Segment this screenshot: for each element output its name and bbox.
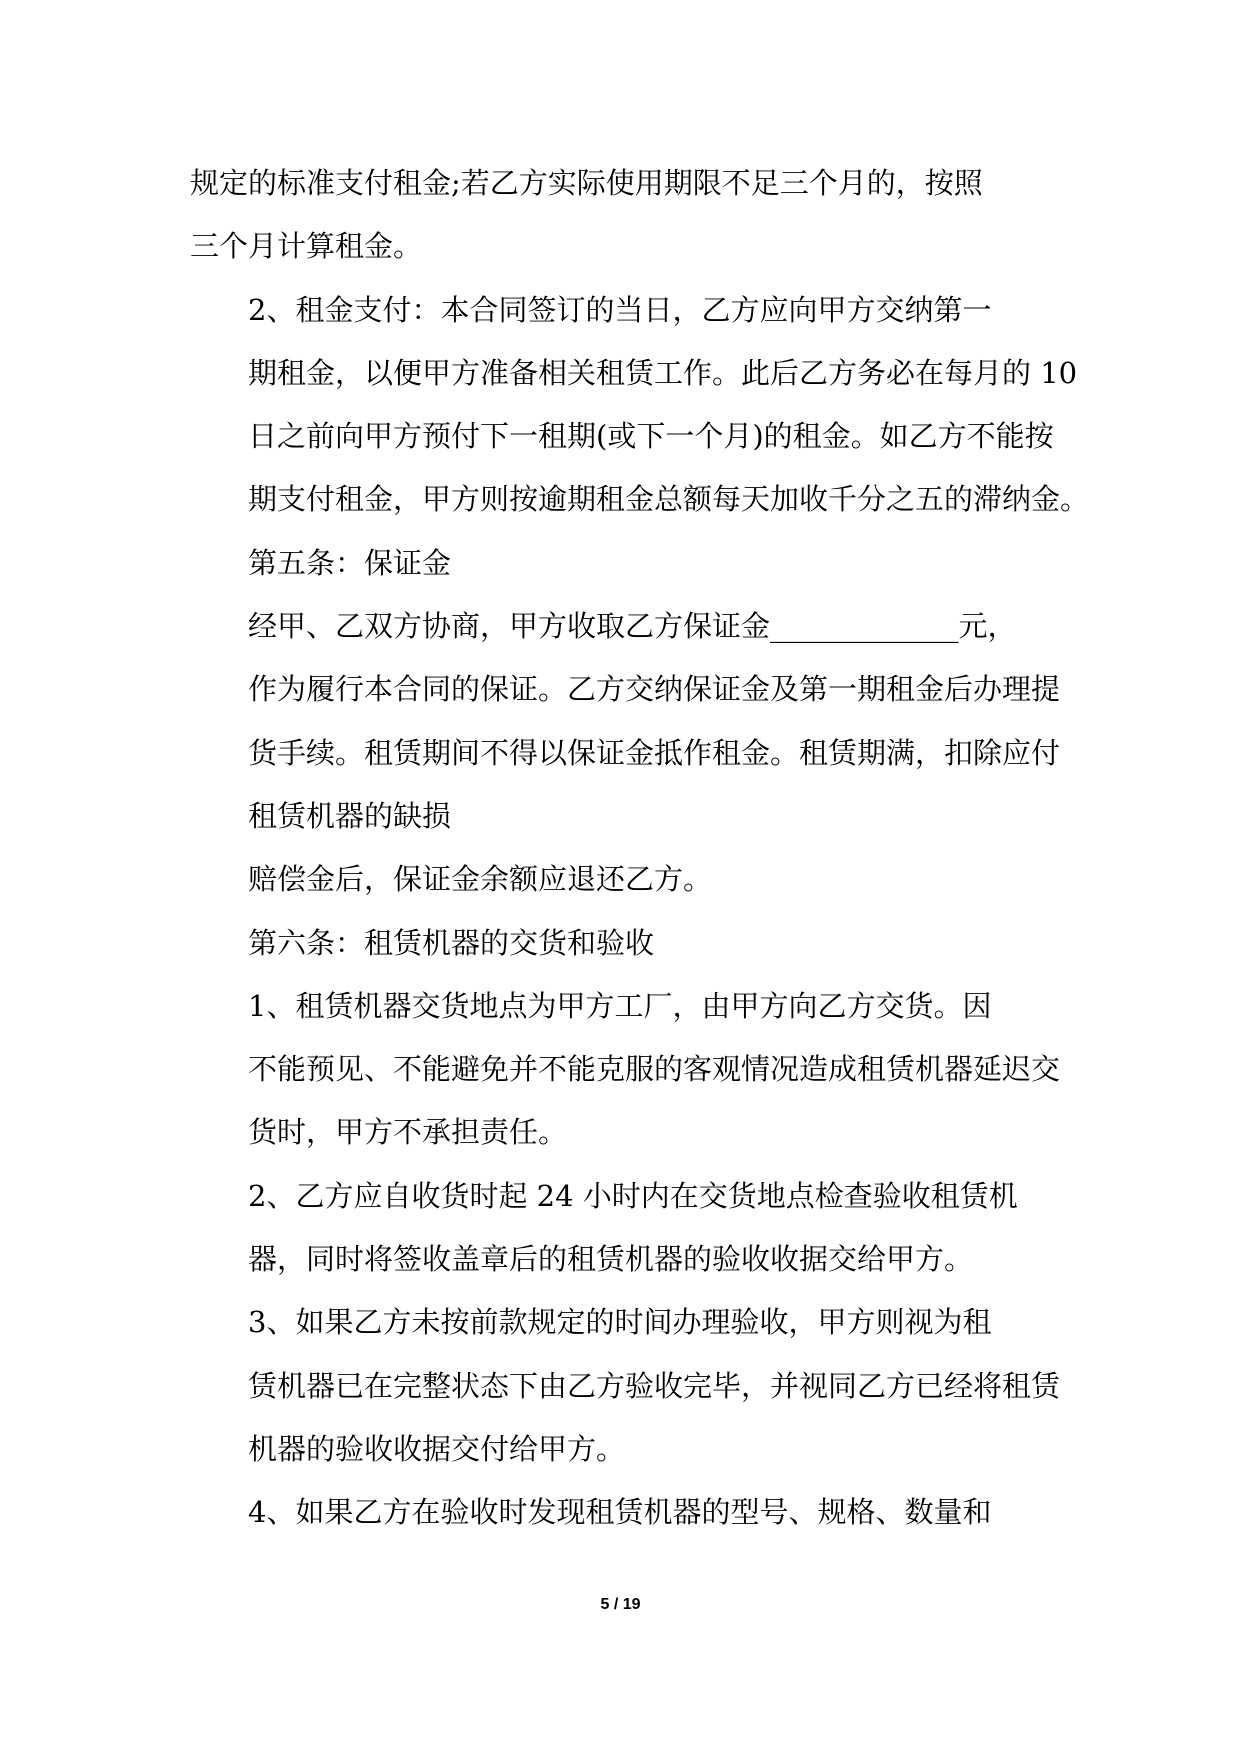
text-line: 不能预见、不能避免并不能克服的客观情况造成租赁机器延迟交 — [248, 1052, 1061, 1087]
paragraph — [190, 912, 1052, 975]
text-line: 赔偿金后，保证金余额应退还乙方。 — [248, 862, 713, 897]
paragraph — [190, 1165, 1052, 1292]
text-line: 期支付租金，甲方则按逾期租金总额每天加收千分之五的滞纳金。 — [248, 482, 1090, 517]
page-number: 5 / 19 — [600, 1596, 641, 1613]
paragraph — [190, 595, 1061, 848]
paragraph — [190, 975, 1061, 1165]
document-body — [190, 152, 1090, 1545]
text-line: 2、租金支付：本合同签订的当日，乙方应向甲方交纳第一 — [248, 292, 992, 327]
text-line: 2、乙方应自收货时起 24 小时内在交货地点检查验收租赁机 — [248, 1178, 1018, 1213]
text-line: 赁机器已在完整状态下由乙方验收完毕，并视同乙方已经将租赁 — [248, 1368, 1061, 1403]
text-line: 货时，甲方不承担责任。 — [248, 1115, 568, 1150]
paragraph — [190, 152, 1052, 279]
text-line: 作为履行本合同的保证。乙方交纳保证金及第一期租金后办理提 — [248, 672, 1061, 707]
text-line: 3、如果乙方未按前款规定的时间办理验收，甲方则视为租 — [248, 1305, 992, 1340]
text-line: 日之前向甲方预付下一租期(或下一个月)的租金。如乙方不能按 — [248, 419, 1054, 454]
text-line: 租赁机器的缺损 — [248, 798, 452, 833]
text-line: 1、租赁机器交货地点为甲方工厂，由甲方向乙方交货。因 — [248, 988, 992, 1023]
text-line: 第五条：保证金 — [248, 545, 452, 580]
text-line: 三个月计算租金。 — [190, 229, 423, 264]
text-line: 货手续。租赁期间不得以保证金抵作租金。租赁期满，扣除应付 — [248, 735, 1061, 770]
paragraph — [190, 1481, 1052, 1544]
text-line: 4、如果乙方在验收时发现租赁机器的型号、规格、数量和 — [248, 1495, 992, 1530]
text-line: 规定的标准支付租金;若乙方实际使用期限不足三个月的，按照 — [190, 166, 983, 200]
text-line: 期租金，以便甲方准备相关租赁工作。此后乙方务必在每月的 10 — [248, 355, 1078, 390]
text-line: 器，同时将签收盖章后的租赁机器的验收收据交给甲方。 — [248, 1242, 974, 1277]
text-line: 第六条：租赁机器的交货和验收 — [248, 925, 655, 960]
paragraph — [190, 279, 1090, 532]
text-line: 机器的验收收据交付给甲方。 — [248, 1431, 626, 1466]
paragraph — [190, 848, 1052, 911]
paragraph — [190, 532, 1052, 595]
text-line: 经甲、乙双方协商，甲方收取乙方保证金_____________元， — [248, 609, 1017, 644]
paragraph — [190, 1291, 1061, 1481]
